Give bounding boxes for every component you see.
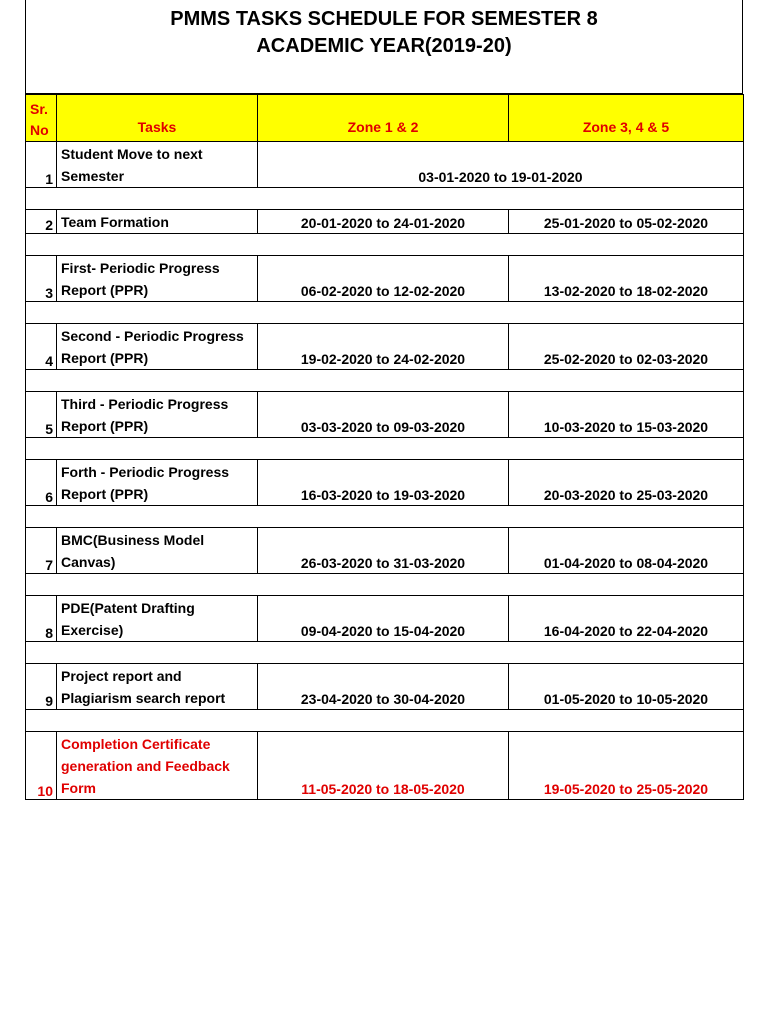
row-zone-3-4-5: 19-05-2020 to 25-05-2020 — [509, 732, 744, 800]
row-zone-3-4-5: 25-01-2020 to 05-02-2020 — [509, 210, 744, 234]
table-row — [26, 392, 744, 438]
row-task: Third - Periodic Progress Report (PPR) — [57, 392, 258, 438]
table-row — [26, 664, 744, 710]
spacer-row — [26, 574, 744, 596]
table-row — [26, 324, 744, 370]
row-dates-merged: 03-01-2020 to 19-01-2020 — [258, 142, 744, 188]
row-sr: 5 — [26, 392, 57, 438]
header-row — [26, 95, 744, 142]
spacer-row — [26, 710, 744, 732]
row-sr: 2 — [26, 210, 57, 234]
table-row — [26, 460, 744, 506]
header-tasks: Tasks — [57, 95, 258, 142]
row-task: Second - Periodic Progress Report (PPR) — [57, 324, 258, 370]
row-task: BMC(Business Model Canvas) — [57, 528, 258, 574]
row-zone-1-2: 19-02-2020 to 24-02-2020 — [258, 324, 509, 370]
table-row-highlighted — [26, 732, 744, 800]
header-zone-3-4-5: Zone 3, 4 & 5 — [509, 95, 744, 142]
row-zone-3-4-5: 01-04-2020 to 08-04-2020 — [509, 528, 744, 574]
row-sr: 8 — [26, 596, 57, 642]
row-zone-1-2: 26-03-2020 to 31-03-2020 — [258, 528, 509, 574]
row-task: First- Periodic Progress Report (PPR) — [57, 256, 258, 302]
header-sr-no: Sr. No — [26, 95, 57, 142]
table-row — [26, 256, 744, 302]
row-zone-1-2: 09-04-2020 to 15-04-2020 — [258, 596, 509, 642]
row-zone-1-2: 03-03-2020 to 09-03-2020 — [258, 392, 509, 438]
row-sr: 9 — [26, 664, 57, 710]
spacer-row — [26, 438, 744, 460]
table-row — [26, 210, 744, 234]
row-sr: 7 — [26, 528, 57, 574]
row-zone-3-4-5: 16-04-2020 to 22-04-2020 — [509, 596, 744, 642]
row-sr: 3 — [26, 256, 57, 302]
table-row — [26, 596, 744, 642]
schedule-sheet — [25, 0, 743, 800]
row-zone-3-4-5: 13-02-2020 to 18-02-2020 — [509, 256, 744, 302]
row-task: PDE(Patent Drafting Exercise) — [57, 596, 258, 642]
row-task: Completion Certificate generation and Feedback Form — [57, 732, 258, 800]
row-sr: 1 — [26, 142, 57, 188]
spacer-row — [26, 234, 744, 256]
spacer-row — [26, 642, 744, 664]
row-sr: 6 — [26, 460, 57, 506]
row-task: Forth - Periodic Progress Report (PPR) — [57, 460, 258, 506]
table-row — [26, 528, 744, 574]
row-sr: 4 — [26, 324, 57, 370]
row-zone-1-2: 11-05-2020 to 18-05-2020 — [258, 732, 509, 800]
spacer-row — [26, 370, 744, 392]
title-block — [25, 0, 743, 94]
spacer-row — [26, 506, 744, 528]
row-task: Team Formation — [57, 210, 258, 234]
row-zone-1-2: 06-02-2020 to 12-02-2020 — [258, 256, 509, 302]
title-line-1: PMMS TASKS SCHEDULE FOR SEMESTER 8 — [170, 8, 598, 30]
row-zone-3-4-5: 10-03-2020 to 15-03-2020 — [509, 392, 744, 438]
row-task: Project report and Plagiarism search report — [57, 664, 258, 710]
row-zone-3-4-5: 01-05-2020 to 10-05-2020 — [509, 664, 744, 710]
row-sr: 10 — [26, 732, 57, 800]
row-task: Student Move to next Semester — [57, 142, 258, 188]
title-line-2: ACADEMIC YEAR(2019-20) — [256, 35, 512, 57]
row-zone-3-4-5: 20-03-2020 to 25-03-2020 — [509, 460, 744, 506]
table-row — [26, 142, 744, 188]
schedule-table — [25, 94, 744, 800]
row-zone-3-4-5: 25-02-2020 to 02-03-2020 — [509, 324, 744, 370]
row-zone-1-2: 20-01-2020 to 24-01-2020 — [258, 210, 509, 234]
row-zone-1-2: 23-04-2020 to 30-04-2020 — [258, 664, 509, 710]
spacer-row — [26, 188, 744, 210]
spacer-row — [26, 302, 744, 324]
header-zone-1-2: Zone 1 & 2 — [258, 95, 509, 142]
row-zone-1-2: 16-03-2020 to 19-03-2020 — [258, 460, 509, 506]
